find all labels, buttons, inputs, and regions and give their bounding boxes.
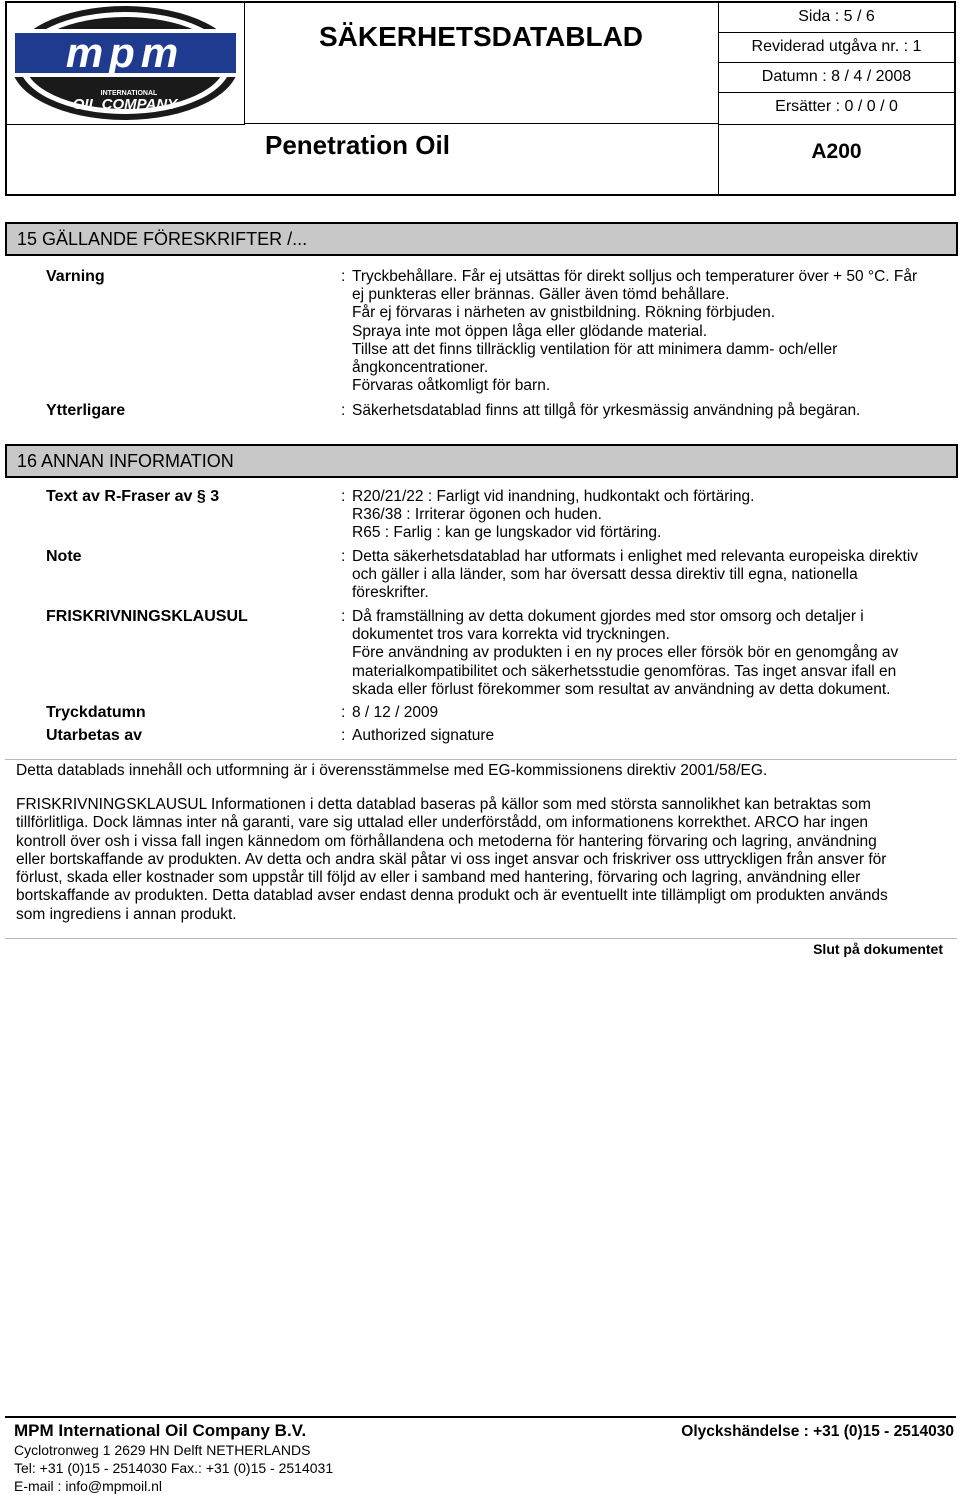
colon: :: [341, 402, 346, 419]
revision: Reviderad utgåva nr. : 1: [719, 33, 954, 63]
row-label: FRISKRIVNINGSKLAUSUL: [46, 608, 248, 625]
value-line: Säkerhetsdatablad finns att tillgå för yrkesmässig användning på begäran.: [352, 402, 861, 419]
section-16-heading: 16 ANNAN INFORMATION: [5, 444, 958, 478]
value-line: R65 : Farlig : kan ge lungskador vid förtäring.: [352, 524, 662, 542]
colon: :: [341, 548, 346, 565]
document-meta: [719, 3, 954, 125]
footer-email: E-mail : info@mpmoil.nl: [14, 1478, 163, 1494]
row-label: Text av R-Fraser av § 3: [46, 488, 220, 505]
logo-brand: mpm: [65, 29, 185, 76]
disclaimer-line: bortskaffande av produkten. Detta datablad avser endast denna produkt och är eventuellt inte tillämpligt om produkten används: [16, 887, 888, 905]
disclaimer-line: förlust, skada eller kostnader som uppstår till följd av eller i samband med hantering, förvaring och lagring, användning eller: [16, 869, 861, 887]
revision-date: Datumn : 8 / 4 / 2008: [719, 63, 954, 93]
value-line: 8 / 12 / 2009: [352, 704, 439, 721]
disclaimer-paragraph: [16, 796, 946, 924]
row-value: [352, 704, 952, 722]
document-header: [5, 1, 956, 196]
page-number: Sida : 5 / 6: [719, 3, 954, 33]
value-line: och gäller i alla länder, som har översatt dessa direktiv till egna, nationella: [352, 566, 858, 584]
value-line: skada eller förlust förekommer som resultat av användning av detta dokument.: [352, 680, 891, 698]
document-title: SÄKERHETSDATABLAD: [244, 3, 719, 124]
value-line: dokumentet tros vara korrekta vid tryckningen.: [352, 626, 670, 644]
footer-phone: Tel: +31 (0)15 - 2514030 Fax.: +31 (0)15 - 2514031: [14, 1460, 334, 1476]
end-of-document: Slut på dokumentet: [813, 941, 943, 957]
colon: :: [341, 608, 346, 625]
value-line: Tillse att det finns tillräcklig ventilation för att minimera damm- och/eller: [352, 340, 838, 358]
logo-sub: OIL COMPANY: [72, 96, 178, 113]
row-label: Varning: [46, 268, 105, 285]
value-line: Tryckbehållare. Får ej utsättas för direkt solljus och temperaturer över + 50 °C. Får: [352, 268, 918, 285]
logo-sub-small: INTERNATIONAL: [100, 90, 158, 97]
disclaimer-line: kontroll över osh i vissa fall ingen kännedom om förhållandena och metoderna för hantering förvaring och lagring, användning: [16, 832, 877, 850]
divider: [5, 759, 957, 760]
value-line: Då framställning av detta dokument gjordes med stor omsorg och detaljer i: [352, 608, 864, 625]
product-code: A200: [811, 140, 862, 163]
row-label: Tryckdatumn: [46, 704, 146, 721]
value-line: Får ej förvaras i närheten av gnistbildning. Rökning förbjuden.: [352, 304, 776, 322]
row-value: [352, 548, 952, 603]
footer-company: MPM International Oil Company B.V.: [14, 1421, 307, 1440]
section-15-heading: 15 GÄLLANDE FÖRESKRIFTER /...: [5, 222, 958, 256]
value-line: materialkompatibilitet och säkerhetsstudie genomföras. Tas inget ansvar ifall en: [352, 662, 897, 680]
compliance-text: Detta datablads innehåll och utformning är i överensstämmelse med EG-kommissionens direktiv 2001/58/EG.: [16, 762, 768, 779]
disclaimer-line: tillförlitliga. Dock lämnas inter nå garanti, vare sig uttalad eller underförstådd, om informationens korrekthet. ARCO har ingen: [16, 814, 869, 832]
value-line: R36/38 : Irriterar ögonen och huden.: [352, 506, 602, 524]
replaces: Ersätter : 0 / 0 / 0: [775, 98, 898, 115]
row-value: [352, 727, 952, 745]
disclaimer-line: FRISKRIVNINGSKLAUSUL Informationen i detta datablad baseras på källor som med största sannolikhet kan betraktas som: [16, 796, 871, 813]
footer-divider: [5, 1416, 956, 1418]
emergency-phone: Olyckshändelse : +31 (0)15 - 2514030: [681, 1423, 954, 1440]
value-line: ej punkteras eller brännas. Gäller även tömd behållare.: [352, 286, 730, 304]
value-line: Förvaras oåtkomligt för barn.: [352, 377, 551, 395]
row-label: Note: [46, 548, 82, 565]
divider: [5, 938, 957, 939]
row-label: Utarbetas av: [46, 727, 143, 744]
disclaimer-line: eller bortskaffande av produkten. Av detta och andra skäl påtar vi oss inget ansvar och friskriver oss uttryckligen från ansver för: [16, 850, 887, 868]
row-value: [352, 402, 952, 420]
value-line: Authorized signature: [352, 727, 495, 744]
value-line: Detta säkerhetsdatablad har utformats i enlighet med relevanta europeiska direktiv: [352, 548, 919, 565]
row-value: [352, 488, 952, 543]
colon: :: [341, 488, 346, 505]
value-line: R20/21/22 : Farligt vid inandning, hudkontakt och förtäring.: [352, 488, 755, 505]
value-line: Spraya inte mot öppen låga eller glödande material.: [352, 322, 708, 340]
row-label: Ytterligare: [46, 402, 126, 419]
row-value: [352, 608, 952, 699]
colon: :: [341, 268, 346, 285]
mpm-logo: [7, 3, 244, 124]
product-name: Penetration Oil: [7, 124, 719, 194]
logo-cell: [7, 3, 245, 125]
colon: :: [341, 727, 346, 744]
value-line: Före användning av produkten i en ny proces eller försök bör en genomgång av: [352, 644, 899, 662]
value-line: föreskrifter.: [352, 584, 429, 602]
value-line: ångkoncentrationer.: [352, 359, 489, 377]
compliance-statement: [16, 762, 946, 780]
row-value: [352, 268, 952, 395]
disclaimer-line: som ingrediens i annan produkt.: [16, 905, 237, 923]
footer-address: Cyclotronweg 1 2629 HN Delft NETHERLANDS: [14, 1442, 311, 1458]
colon: :: [341, 704, 346, 721]
